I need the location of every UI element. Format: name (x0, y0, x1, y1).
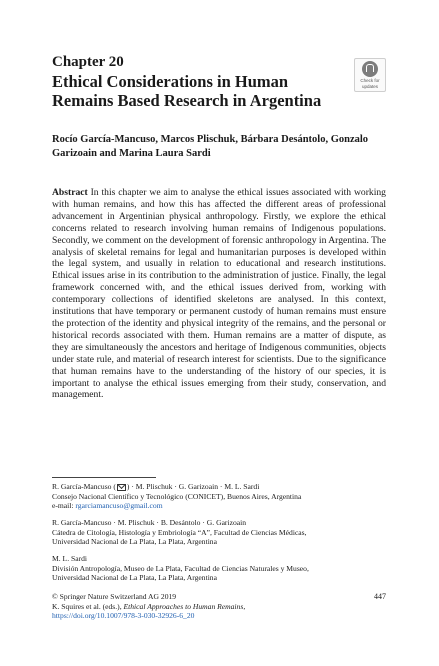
email-link[interactable]: rgarciamancuso@gmail.com (75, 501, 163, 511)
affiliation-1-authors-end: ) · M. Plischuk · G. Garizoain · M. L. Sardi (126, 482, 260, 491)
affiliation-1-authors-start: R. García-Mancuso ( (52, 482, 116, 491)
citation-comma: , (243, 601, 246, 611)
email-label: e-mail: (52, 501, 76, 511)
abstract-label: Abstract (52, 187, 88, 198)
affiliation-3-authors: M. L. Sardi (52, 554, 88, 563)
affiliation-1-authors (52, 482, 382, 492)
envelope-icon (117, 484, 126, 491)
affiliation-3-institution: División Antropología, Museo de La Plata, Facultad de Ciencias Naturales y Museo, (52, 563, 309, 573)
badge-label-line2: updates (361, 84, 378, 89)
publication-info (52, 592, 382, 621)
chapter-title: Ethical Considerations in Human Remains Based Research in Argentina (52, 72, 322, 110)
affiliation-2-university: Universidad Nacional de La Plata, La Plata, Argentina (52, 537, 217, 547)
affiliation-2-authors: R. García-Mancuso · M. Plischuk · B. Desántolo · G. Garizoain (52, 518, 247, 527)
page-number: 447 (374, 592, 386, 601)
affiliation-1-email (52, 501, 382, 511)
affiliation-2-institution: Cátedra de Citología, Histología y Embriología “A”, Facultad de Ciencias Médicas, (52, 527, 307, 537)
abstract-text: In this chapter we aim to analyse the ethical issues associated with working with human remains, and how this has affected the different areas of professional advancement in Argentinian physical anthropology. Firstly, we explore the ethical concerns related to research involving human remains of Indigenous populations. Secondly, we comment on the development of forensic anthropology in Argentina. The analysis of skeletal remains for legal and humanitarian purposes is developed within the legal system, and usually in relation to educational and research institutions. Ethical issues arise in its contribution to the administration of justice. Finally, the legal framework concerned with, and the ethical issues derived from, working with contemporary collections of identified skeletons are analysed. In this context, institutions that have temporary or permanent custody of human remains must ensure the protection of the identity and physical integrity of the remains, and the personal or historical records associated with them. Human remains are a matter of dispute, as they are simultaneously the ancestors and heritage of Indigenous communities, objects under state rule, and material of research interest for scientists. Due to the significance that human remains have to the understanding of the history of our species, it is important to analyse the ethical issues emerging from their study, conservation, and management. (52, 187, 386, 401)
affiliation-3-university: Universidad Nacional de La Plata, La Plata, Argentina (52, 573, 217, 583)
affiliation-2 (52, 518, 382, 547)
abstract (52, 187, 386, 401)
citation-line (52, 602, 382, 612)
affiliation-3 (52, 554, 382, 583)
chapter-label: Chapter 20 (52, 54, 124, 70)
check-for-updates-badge[interactable] (354, 58, 386, 92)
affiliation-1-institution: Consejo Nacional Científico y Tecnológico (CONICET), Buenos Aires, Argentina (52, 491, 302, 501)
doi-link[interactable]: https://doi.org/10.1007/978-3-030-32926-6_20 (52, 611, 195, 621)
affiliation-1 (52, 482, 382, 511)
copyright-line: © Springer Nature Switzerland AG 2019 (52, 592, 177, 601)
citation-editors: K. Squires et al. (eds.), (52, 601, 124, 611)
book-title: Ethical Approaches to Human Remains (123, 601, 244, 611)
badge-label-line1: Check for (360, 78, 380, 83)
author-list: Rocío García-Mancuso, Marcos Plischuk, Bárbara Desántolo, Gonzalo Garizoain and Marina Laura Sardi (52, 134, 369, 159)
footnote-divider (52, 477, 156, 478)
bookmark-icon (362, 61, 378, 77)
